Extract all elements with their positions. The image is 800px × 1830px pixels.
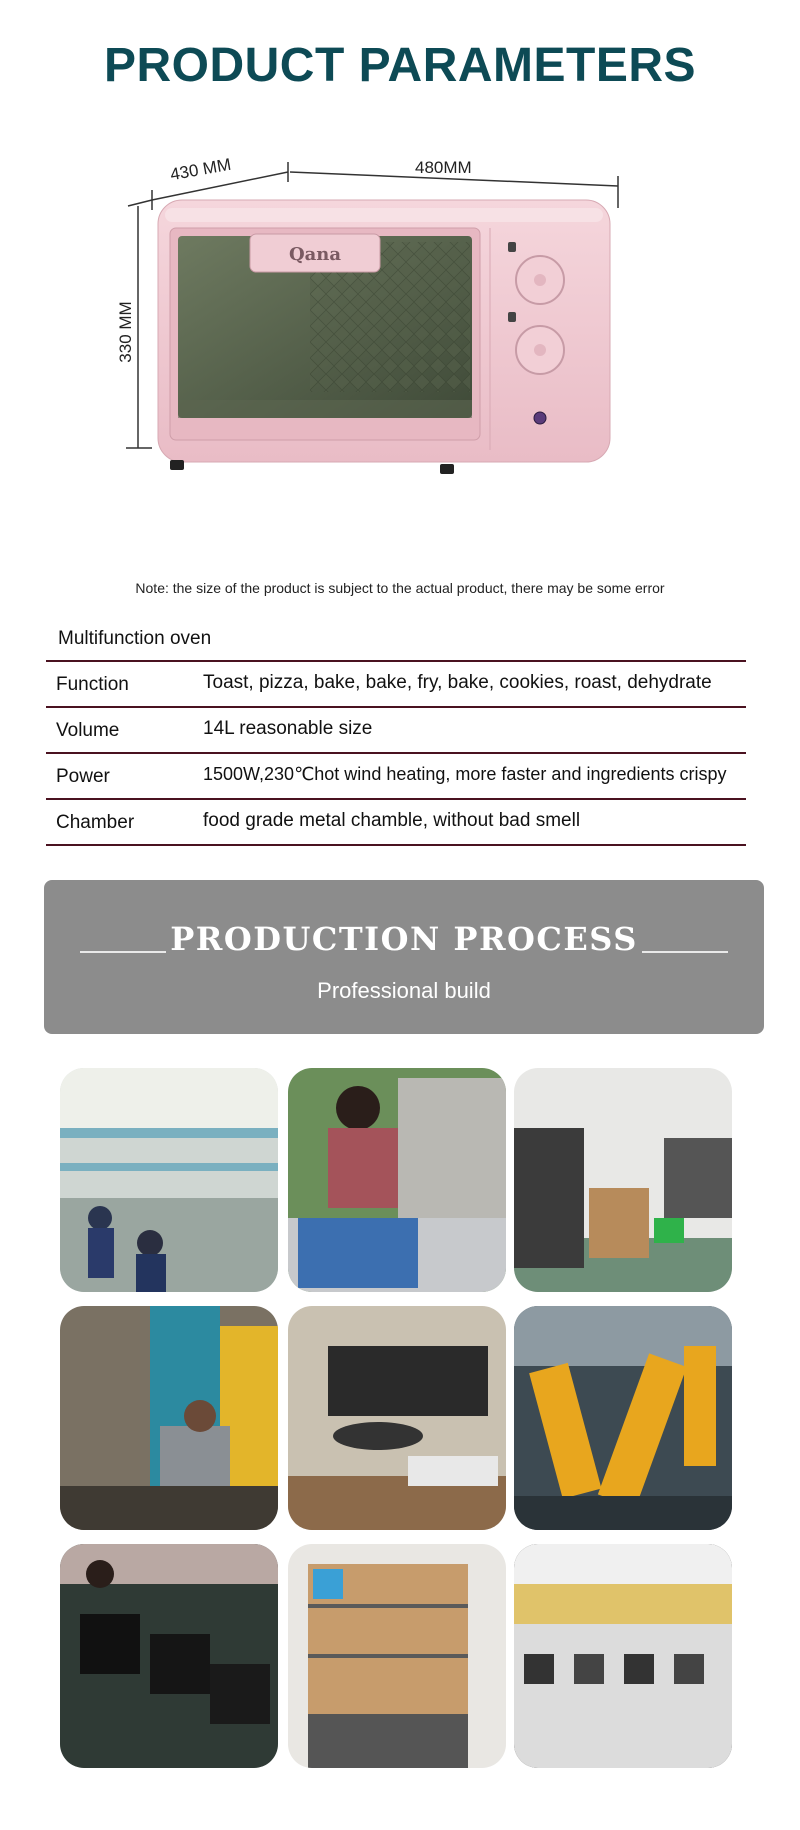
page-title: PRODUCT PARAMETERS (103, 39, 697, 92)
spec-value: food grade metal chamble, without bad smell (203, 810, 581, 831)
brand-logo: Qana (288, 244, 342, 265)
robotic-arms-photo (514, 1306, 732, 1530)
worker-sorting-parts-photo (288, 1068, 506, 1292)
banner-subtitle: Professional build (317, 978, 491, 1003)
spec-row-function (46, 660, 746, 706)
spec-row-volume (46, 706, 746, 752)
packing-line-photo (60, 1544, 278, 1768)
press-machine-operators-photo (60, 1306, 278, 1530)
banner-title: PRODUCTION PROCESS (170, 920, 638, 958)
oven-image (110, 150, 630, 510)
spec-value: Toast, pizza, bake, bake, fry, bake, cookies, roast, dehydrate (203, 672, 712, 693)
carton-storage-photo (288, 1544, 506, 1768)
machine-pressing-photo (288, 1306, 506, 1530)
spec-key: Function (56, 674, 129, 695)
spec-value: 1500W,230℃hot wind heating, more faster and ingredients crispy (203, 764, 727, 784)
spec-key: Power (56, 766, 110, 787)
factory-assembly-line-photo (60, 1068, 278, 1292)
spec-row-chamber (46, 798, 746, 846)
depth-label: 430 MM (168, 154, 233, 185)
spec-key: Chamber (56, 812, 135, 833)
spec-heading: Multifunction oven (58, 628, 212, 649)
showroom-display-photo (514, 1544, 732, 1768)
size-note: Note: the size of the product is subject to the actual product, there may be some error (135, 580, 665, 596)
height-label: 330 MM (116, 301, 135, 363)
spec-table (46, 660, 746, 846)
spec-row-power (46, 752, 746, 798)
spec-key: Volume (56, 720, 120, 741)
width-label: 480MM (415, 158, 472, 177)
warehouse-shelves-photo (514, 1068, 732, 1292)
production-process-banner (44, 880, 764, 1034)
spec-value: 14L reasonable size (203, 718, 373, 739)
